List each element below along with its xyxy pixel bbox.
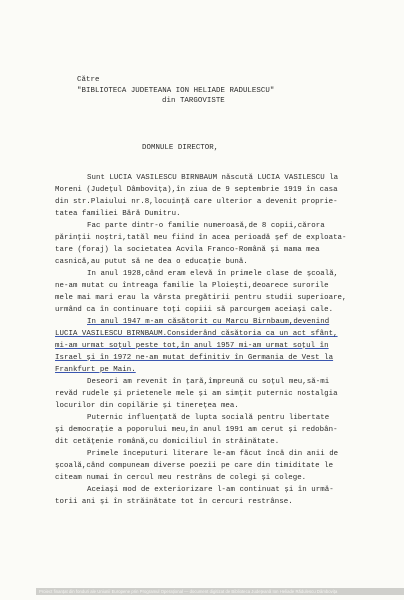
body-line: tatea familiei Bără Dumitru. (55, 210, 181, 218)
body-line: tare (foraj) la societatea Acvila Franco-Română și mama mea (55, 246, 320, 254)
footer-watermark: Proiect finanțat din fonduri ale Uniunii Europene prin Programul Operațional — document digitizat de Biblioteca Județeană Ion Heliade Rădulescu Dâmbovița (36, 588, 404, 595)
salutation: DOMNULE DIRECTOR, (142, 144, 219, 152)
body-line: Sunt LUCIA VASILESCU BIRNBAUM născută LUCIA VASILESCU la (87, 174, 339, 182)
body-line: citeam numai în cercul meu restrâns de colegi și colege. (55, 474, 307, 482)
body-line: din str.Plaiului nr.8,locuință care ulterior a devenit proprie- (55, 198, 338, 206)
body-line: Primele începuturi literare le-am făcut încă din anii de (87, 450, 339, 458)
body-line: și democrație a poporului meu,în anul 1991 am cerut și redobân- (55, 426, 338, 434)
body-line: mi-am urmat soțul peste tot,în anul 1957 mi-am urmat soțul în (55, 342, 329, 350)
body-line: locurilor din copilărie și tinerețea mea. (55, 402, 239, 410)
body-line: dit cetățenie română,cu domiciliul în străinătate. (55, 438, 280, 446)
body-line: ne-am mutat cu întreaga familie la Ploiești,deoarece surorile (55, 282, 329, 290)
body-line: revăd rudele și prietenele mele și am simțit puternic nostalgia (55, 390, 338, 398)
body-line: mele mai mari erau la vârsta pregătirii pentru studii superioare, (55, 294, 347, 302)
body-line: Aceiași mod de exteriorizare l-am continuat și în urmă- (87, 486, 334, 494)
body-line: Fac parte dintr-o familie numeroasă,de 8 copii,cărora (87, 222, 325, 230)
recipient-to: Către (77, 76, 100, 84)
body-line: părinții noștri,tatăl meu fiind în acea perioadă șef de exploata- (55, 234, 347, 242)
body-line: In anul 1928,când eram elevă în primele clase de școală, (87, 270, 339, 278)
body-line: torii ani și în străinătate tot în cercuri restrânse. (55, 498, 293, 506)
recipient-library: "BIBLIOTECA JUDETEANA ION HELIADE RADULESCU" (77, 87, 275, 95)
body-line: Puternic influențată de lupta socială pentru libertate (87, 414, 330, 422)
body-line: școală,când compuneam diverse poezii pe care din timiditate le (55, 462, 334, 470)
body-line: Moreni (Județul Dâmbovița),în ziua de 9 septembrie 1919 în casa (55, 186, 338, 194)
body-line: Frankfurt pe Main. (55, 366, 136, 374)
body-line: urmând ca în continuare toți copiii să parcurgem aceiași cale. (55, 306, 334, 314)
body-line: casnică,au putut să ne dea o educație bună. (55, 258, 248, 266)
body-line: LUCIA VASILESCU BIRNBAUM.Considerând căsătoria ca un act sfânt, (55, 330, 338, 338)
body-line: Deseori am revenit în țară,împreună cu soțul meu,să-mi (87, 378, 330, 386)
body-line: Israel și în 1972 ne-am mutat definitiv în Germania de Vest la (55, 354, 334, 362)
body-line: In anul 1947 m-am căsătorit cu Marcu Birnbaum,devenind (87, 318, 330, 326)
recipient-city: din TARGOVISTE (162, 97, 225, 105)
